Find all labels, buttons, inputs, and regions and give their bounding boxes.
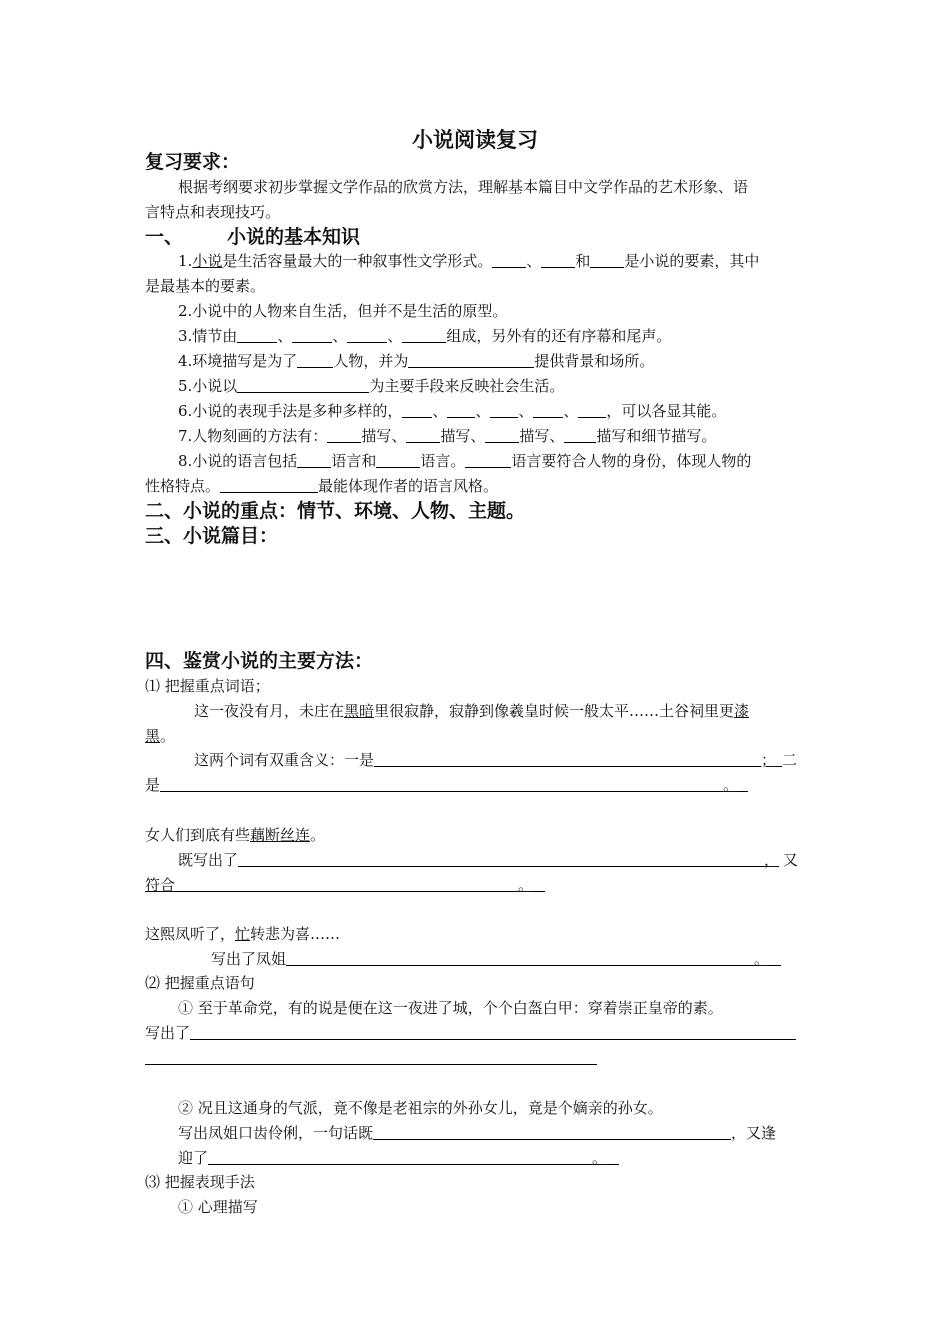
- answer-blank[interactable]: [190, 1024, 796, 1040]
- question-2-line-1: 既写出了 ， 又: [178, 851, 799, 869]
- question-1-line-2: 是 。: [145, 774, 748, 796]
- example-1-line-2: 黑。: [145, 727, 176, 745]
- item-8-line-2: 性格特点。 最能体现作者的语言风格。: [145, 477, 499, 495]
- underlined-term: 黑: [145, 727, 161, 745]
- answer-blank[interactable]: [373, 1124, 731, 1140]
- fill-blank: [220, 477, 318, 493]
- fill-blank: [564, 427, 596, 443]
- answer-blank[interactable]: [238, 851, 764, 867]
- item-1-line-2: 是最基本的要素。: [145, 277, 266, 295]
- sentence-a: ① 至于革命党，有的说是便在这一夜进了城，个个白盔白甲：穿着崇正皇帝的素。: [178, 999, 723, 1017]
- sentence-a-answer-line-2: [145, 1047, 597, 1069]
- example-2: 女人们到底有些藕断丝连。: [145, 826, 326, 844]
- requirements-line-1: 根据考纲要求初步掌握文学作品的欣赏方法，理解基本篇目中文学作品的艺术形象、语: [178, 178, 749, 196]
- answer-blank[interactable]: [175, 876, 518, 892]
- answer-blank[interactable]: [160, 776, 723, 792]
- method-1-label: ⑴ 把握重点词语；: [145, 677, 270, 695]
- fill-blank: [297, 352, 333, 368]
- fill-blank: [327, 427, 361, 443]
- fill-blank: [237, 377, 369, 393]
- answer-blank[interactable]: [286, 950, 754, 966]
- answer-blank[interactable]: [145, 1049, 597, 1065]
- fill-blank: [590, 252, 624, 268]
- sentence-b-question-line-2: 迎了 。: [178, 1147, 619, 1169]
- item-4: 4.环境描写是为了 人物，并为 提供背景和场所。: [178, 352, 655, 370]
- answer-blank[interactable]: [208, 1149, 592, 1165]
- underlined-term: 藕断丝连: [250, 826, 311, 844]
- fill-blank: [490, 402, 518, 418]
- section-4-heading: 四、鉴赏小说的主要方法：: [145, 650, 374, 672]
- method-3-label: ⑶ 把握表现手法: [145, 1173, 255, 1191]
- sentence-a-question: 写出了: [145, 1022, 796, 1044]
- fill-blank: [297, 452, 331, 468]
- fill-blank: [408, 352, 534, 368]
- fill-blank: [465, 452, 511, 468]
- section-3-heading: 三、小说篇目：: [145, 525, 279, 547]
- item-3: 3.情节由 、 、 、 组成，另外有的还有序幕和尾声。: [178, 327, 672, 345]
- item-2: 2.小说中的人物来自生活，但并不是生活的原型。: [178, 302, 508, 320]
- example-3: 这熙凤听了，忙转悲为喜……: [145, 925, 341, 943]
- method-2-label: ⑵ 把握重点语句: [145, 974, 255, 992]
- fill-blank: [237, 327, 277, 343]
- item-8-line-1: 8.小说的语言包括 语言和 语言。 语言要符合人物的身份，体现人物的: [178, 452, 752, 470]
- answer-blank[interactable]: [374, 751, 761, 767]
- sentence-b-question-line-1: 写出凤姐口齿伶俐，一句话既 ，又逢: [178, 1124, 777, 1142]
- fill-blank: [347, 327, 387, 343]
- sentence-b: ② 况且这通身的气派，竟不像是老祖宗的外孙女儿，竟是个嫡亲的孙女。: [178, 1099, 663, 1117]
- fill-blank: [578, 402, 606, 418]
- item-7: 7.人物刻画的方法有： 描写、 描写、 描写、 描写和细节描写。: [178, 427, 717, 445]
- question-2-line-2: 符合 。: [145, 874, 545, 896]
- requirements-line-2: 言特点和表现技巧。: [145, 203, 281, 221]
- section-1-title: 小说的基本知识: [227, 226, 361, 248]
- method-3-item-1: ① 心理描写: [178, 1198, 258, 1216]
- fill-blank: [402, 402, 432, 418]
- fill-blank: [541, 252, 575, 268]
- example-1-line-1: 这一夜没有月，未庄在黑暗里很寂静，寂静到像羲皇时候一般太平……土谷祠里更漆: [194, 702, 750, 720]
- underlined-term: 忙: [235, 925, 251, 943]
- item-1-line-1: 1.小说是生活容量最大的一种叙事性文学形式。 、 和 是小说的要素，其中: [178, 252, 760, 270]
- fill-blank: [376, 452, 420, 468]
- underlined-term: 漆: [734, 702, 750, 720]
- fill-blank: [402, 327, 446, 343]
- section-2-heading: 二、小说的重点：情节、环境、人物、主题。: [145, 500, 526, 522]
- fill-blank: [292, 327, 332, 343]
- page-title: 小说阅读复习: [412, 127, 538, 152]
- fill-blank: [447, 402, 475, 418]
- underlined-term: 黑暗: [344, 702, 375, 720]
- item-5: 5.小说以 为主要手段来反映社会生活。: [178, 377, 565, 395]
- question-1-line-1: 这两个词有双重含义：一是 ； 二: [194, 751, 798, 769]
- question-3: 写出了凤姐 。: [211, 948, 781, 970]
- fill-blank: [533, 402, 563, 418]
- fill-blank: [406, 427, 440, 443]
- fill-blank: [485, 427, 519, 443]
- underlined-term: 小说: [192, 252, 223, 270]
- section-1-number: 一、: [145, 226, 184, 248]
- section-1-heading: [145, 225, 360, 249]
- item-6: 6.小说的表现手法是多种多样的， 、 、 、 、 ，可以各显其能。: [178, 402, 727, 420]
- fill-blank: [492, 252, 526, 268]
- review-requirements-heading: 复习要求：: [145, 151, 241, 173]
